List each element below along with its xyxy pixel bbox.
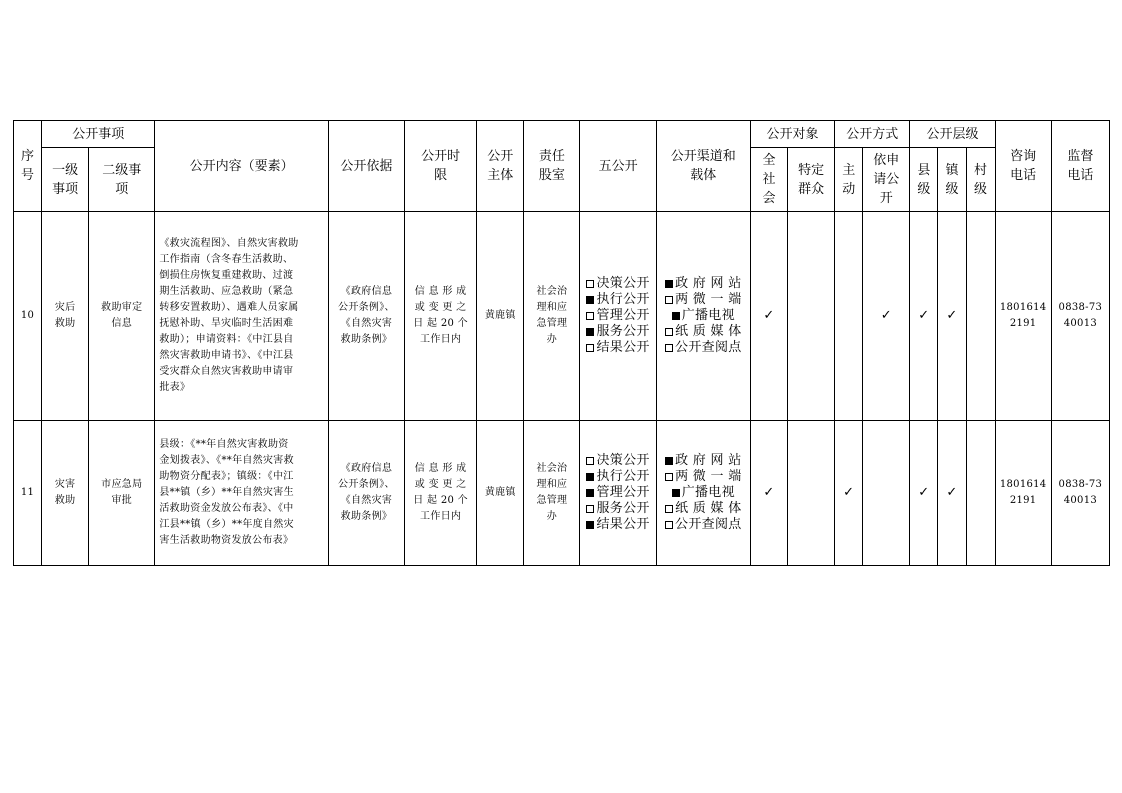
row-seq: 11 bbox=[14, 421, 42, 566]
header-basis: 公开依据 bbox=[328, 121, 404, 212]
row-level2: 市应急局 审批 bbox=[89, 421, 155, 566]
row-level-village bbox=[966, 212, 995, 421]
header-level: 公开层级 bbox=[910, 121, 995, 148]
header-time-limit: 公开时 限 bbox=[405, 121, 477, 212]
checkbox-icon bbox=[665, 296, 673, 304]
row-channels bbox=[656, 212, 750, 421]
row-method-apply: ✓ bbox=[863, 212, 910, 421]
row-five-open bbox=[580, 212, 656, 421]
row-level-town: ✓ bbox=[938, 421, 966, 566]
row-target-all: ✓ bbox=[750, 421, 787, 566]
five-open-item: 决策公开 bbox=[580, 276, 655, 292]
channel-item: 纸 质 媒 体 bbox=[657, 324, 750, 340]
five-open-item: 执行公开 bbox=[580, 292, 655, 308]
header-target-specific: 特定 群众 bbox=[788, 148, 835, 212]
channel-item: 两 微 一 端 bbox=[657, 469, 750, 485]
row-target-specific bbox=[788, 212, 835, 421]
row-method-active: ✓ bbox=[835, 421, 863, 566]
row-target-all: ✓ bbox=[750, 212, 787, 421]
row-supervise-phone: 0838-73 40013 bbox=[1051, 212, 1109, 421]
five-open-item: 管理公开 bbox=[580, 308, 655, 324]
header-level-village: 村 级 bbox=[966, 148, 995, 212]
table-row bbox=[14, 212, 1110, 421]
row-level-town: ✓ bbox=[938, 212, 966, 421]
checkbox-icon bbox=[665, 280, 673, 288]
header-target: 公开对象 bbox=[750, 121, 834, 148]
header-level1: 一级 事项 bbox=[42, 148, 89, 212]
header-consult: 咨询 电话 bbox=[995, 121, 1051, 212]
checkbox-icon bbox=[586, 296, 594, 304]
five-open-item: 决策公开 bbox=[580, 453, 655, 469]
header-method-apply: 依申 请公 开 bbox=[863, 148, 910, 212]
header-method-active: 主 动 bbox=[835, 148, 863, 212]
five-open-item: 结果公开 bbox=[580, 340, 655, 356]
checkbox-icon bbox=[586, 473, 594, 481]
five-open-item: 服务公开 bbox=[580, 501, 655, 517]
row-content: 县级：《**年自然灾害救助资 金划拨表》、《**年自然灾害救 助物资分配表》；镇级：《中江 县**镇（乡）**年自然灾害生 活救助资金发放公布表》、《中 江县**镇（乡）**年度自然灾 害生活救助物资发放公布表》 bbox=[155, 421, 328, 566]
checkbox-icon bbox=[586, 521, 594, 529]
header-seq: 序 号 bbox=[14, 121, 42, 212]
checkbox-icon bbox=[586, 505, 594, 513]
checkbox-icon bbox=[665, 328, 673, 336]
header-subject: 公开 主体 bbox=[477, 121, 524, 212]
row-basis: 《政府信息 公开条例》、 《自然灾害 救助条例》 bbox=[328, 212, 404, 421]
five-open-item: 管理公开 bbox=[580, 485, 655, 501]
header-public-matter: 公开事项 bbox=[42, 121, 155, 148]
row-subject: 黄鹿镇 bbox=[477, 421, 524, 566]
row-dept: 社会治 理和应 急管理 办 bbox=[524, 421, 580, 566]
channel-item: 两 微 一 端 bbox=[657, 292, 750, 308]
row-level-county: ✓ bbox=[910, 421, 938, 566]
row-level-county: ✓ bbox=[910, 212, 938, 421]
row-level-village bbox=[966, 421, 995, 566]
checkbox-icon bbox=[665, 521, 673, 529]
checkbox-icon bbox=[665, 505, 673, 513]
five-open-item: 执行公开 bbox=[580, 469, 655, 485]
checkbox-icon bbox=[665, 473, 673, 481]
channel-item: 公开查阅点 bbox=[657, 340, 750, 356]
row-time-limit: 信 息 形 成 或 变 更 之 日 起 20 个 工作日内 bbox=[405, 212, 477, 421]
header-row-1 bbox=[14, 121, 1110, 148]
row-dept: 社会治 理和应 急管理 办 bbox=[524, 212, 580, 421]
row-five-open bbox=[580, 421, 656, 566]
channel-item: 广播电视 bbox=[657, 485, 750, 501]
header-level-county: 县 级 bbox=[910, 148, 938, 212]
channel-item: 公开查阅点 bbox=[657, 517, 750, 533]
row-target-specific bbox=[788, 421, 835, 566]
header-content: 公开内容（要素） bbox=[155, 121, 328, 212]
row-subject: 黄鹿镇 bbox=[477, 212, 524, 421]
checkbox-icon bbox=[586, 457, 594, 465]
row-method-apply bbox=[863, 421, 910, 566]
row-basis: 《政府信息 公开条例》、 《自然灾害 救助条例》 bbox=[328, 421, 404, 566]
disclosure-table bbox=[13, 120, 1110, 566]
checkbox-icon bbox=[665, 457, 673, 465]
channel-item: 纸 质 媒 体 bbox=[657, 501, 750, 517]
checkbox-icon bbox=[665, 344, 673, 352]
header-level2: 二级事 项 bbox=[89, 148, 155, 212]
row-consult-phone: 1801614 2191 bbox=[995, 421, 1051, 566]
checkbox-icon bbox=[586, 328, 594, 336]
row-channels bbox=[656, 421, 750, 566]
checkbox-icon bbox=[586, 344, 594, 352]
five-open-item: 服务公开 bbox=[580, 324, 655, 340]
row-seq: 10 bbox=[14, 212, 42, 421]
header-method: 公开方式 bbox=[835, 121, 910, 148]
row-content: 《救灾流程图》、自然灾害救助 工作指南（含冬春生活救助、 倒损住房恢复重建救助、过渡 期生活救助、应急救助（紧急 转移安置救助）、遇难人员家属 抚慰补助、旱灾临时生活困难 救助）；申请资料：《中江县自 然灾害救助申请书》、《中江县 受灾群众自然灾害救助申请审 批表》 bbox=[155, 212, 328, 421]
channel-item: 政 府 网 站 bbox=[657, 276, 750, 292]
checkbox-icon bbox=[672, 489, 680, 497]
row-consult-phone: 1801614 2191 bbox=[995, 212, 1051, 421]
row-level1: 灾害 救助 bbox=[42, 421, 89, 566]
header-supervise: 监督 电话 bbox=[1051, 121, 1109, 212]
table-row bbox=[14, 421, 1110, 566]
header-channel: 公开渠道和 载体 bbox=[656, 121, 750, 212]
row-time-limit: 信 息 形 成 或 变 更 之 日 起 20 个 工作日内 bbox=[405, 421, 477, 566]
row-method-active bbox=[835, 212, 863, 421]
row-level2: 救助审定 信息 bbox=[89, 212, 155, 421]
header-five-open: 五公开 bbox=[580, 121, 656, 212]
checkbox-icon bbox=[586, 489, 594, 497]
checkbox-icon bbox=[586, 280, 594, 288]
header-target-all: 全 社 会 bbox=[750, 148, 787, 212]
row-supervise-phone: 0838-73 40013 bbox=[1051, 421, 1109, 566]
channel-item: 广播电视 bbox=[657, 308, 750, 324]
header-level-town: 镇 级 bbox=[938, 148, 966, 212]
row-level1: 灾后 救助 bbox=[42, 212, 89, 421]
checkbox-icon bbox=[586, 312, 594, 320]
channel-item: 政 府 网 站 bbox=[657, 453, 750, 469]
checkbox-icon bbox=[672, 312, 680, 320]
five-open-item: 结果公开 bbox=[580, 517, 655, 533]
header-dept: 责任 股室 bbox=[524, 121, 580, 212]
